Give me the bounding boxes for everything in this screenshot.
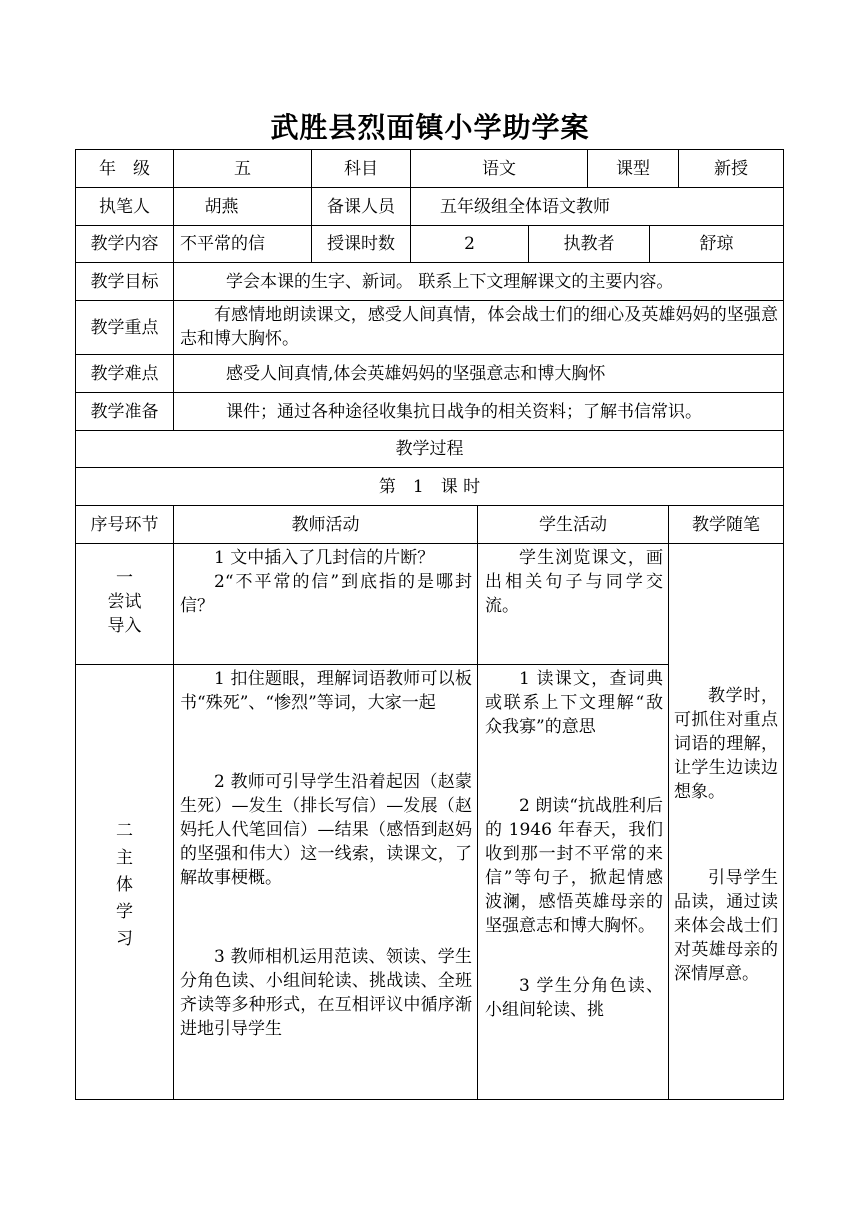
section2-step — [76, 818, 173, 953]
writer-label: 执笔人 — [99, 196, 150, 217]
goal-label: 教学目标 — [90, 271, 159, 292]
grade-value: 五 — [234, 158, 251, 179]
goal-text: 学会本课的生字、新词。 联系上下文理解课文的主要内容。 — [226, 271, 674, 292]
section2-student-item: 3 学生分角色读、小组间轮读、挑 — [485, 976, 663, 1020]
hours-label: 授课时数 — [327, 234, 395, 254]
lesson-title: 第 1 课 时 — [378, 476, 481, 497]
section2-step-line: 体 — [116, 875, 133, 895]
section2-teacher-item: 2 教师可引导学生沿着起因（赵蒙生死）—发生（排长写信）—发展（赵妈托人代笔回信）—结果（感悟到赵妈的坚强和伟大）这一线索，读课文，了解故事梗概。 — [180, 772, 472, 888]
section2-teacher — [180, 665, 472, 1097]
section1-step-line: 尝试 — [107, 592, 142, 612]
section1-student: 学生浏览课文，画出相关句子与同学交流。 — [485, 548, 663, 616]
header-teacher: 教师活动 — [291, 514, 360, 535]
prep-materials-text: 课件；通过各种途径收集抗日战争的相关资料；了解书信常识。 — [226, 401, 702, 422]
prep-label: 备课人员 — [327, 196, 395, 217]
content-label: 教学内容 — [90, 234, 159, 254]
section1-step-number: 一 — [116, 568, 133, 588]
grade-label: 年 级 — [99, 158, 150, 179]
focus-label: 教学重点 — [90, 317, 159, 338]
section1-step — [76, 566, 173, 638]
type-value: 新授 — [714, 158, 748, 179]
content-value: 不平常的信 — [180, 234, 265, 254]
section2-student-item: 2 朗读“抗战胜利后的 1946 年春天，我们收到那一封不平常的来信”等句子，掀起情感波澜，感悟英雄母亲的坚强意志和博大胸怀。 — [485, 796, 663, 936]
hours-value: 2 — [464, 234, 475, 254]
header-student: 学生活动 — [539, 514, 607, 535]
section2-student — [485, 665, 663, 1097]
difficulty-label: 教学难点 — [90, 363, 159, 384]
writer-value: 胡燕 — [204, 196, 239, 217]
section2-step-line: 主 — [116, 848, 133, 868]
teacher-label: 执教者 — [563, 234, 615, 254]
section2-step-number: 二 — [116, 821, 133, 841]
prep-value: 五年级组全体语文教师 — [440, 196, 610, 217]
section2-student-item: 1 读课文，查词典或联系上下文理解“敌众我寡”的意思 — [485, 669, 663, 737]
difficulty-text: 感受人间真情,体会英雄妈妈的坚强意志和博大胸怀 — [226, 363, 606, 384]
prep-materials-label: 教学准备 — [90, 401, 159, 422]
note-item: 教学时，可抓住对重点词语的理解，让学生边读边想象。 — [674, 686, 778, 802]
teacher-value: 舒琼 — [699, 234, 734, 254]
section1-teacher-item: 1 文中插入了几封信的片断？ — [214, 548, 435, 568]
section2-teacher-item: 1 扣住题眼，理解词语教师可以板书“殊死”、“惨烈”等词，大家一起 — [180, 669, 472, 713]
subject-label: 科目 — [344, 158, 378, 179]
subject-value: 语文 — [482, 158, 516, 179]
section1-teacher-item: 2“不平常的信”到底指的是哪封信？ — [180, 572, 472, 616]
focus-text: 有感情地朗读课文，感受人间真情，体会战士们的细心及英雄妈妈的坚强意志和博大胸怀。 — [180, 305, 778, 349]
section1-step-line: 导入 — [107, 616, 142, 636]
section1-teacher — [180, 546, 472, 618]
header-step: 序号环节 — [90, 514, 159, 535]
header-notes: 教学随笔 — [692, 514, 760, 535]
type-label: 课型 — [616, 158, 650, 179]
section2-step-line: 习 — [116, 929, 133, 949]
process-title: 教学过程 — [395, 439, 464, 459]
section2-step-line: 学 — [116, 902, 133, 922]
page-title: 武胜县烈面镇小学助学案 — [270, 111, 590, 144]
section2-teacher-item: 3 教师相机运用范读、领读、学生分角色读、小组间轮读、挑战读、全班齐读等多种形式，在互相评议中循序渐进地引导学生 — [180, 947, 472, 1039]
teaching-notes — [674, 684, 778, 1094]
note-item: 引导学生品读，通过读来体会战士们对英雄母亲的深情厚意。 — [674, 868, 778, 984]
